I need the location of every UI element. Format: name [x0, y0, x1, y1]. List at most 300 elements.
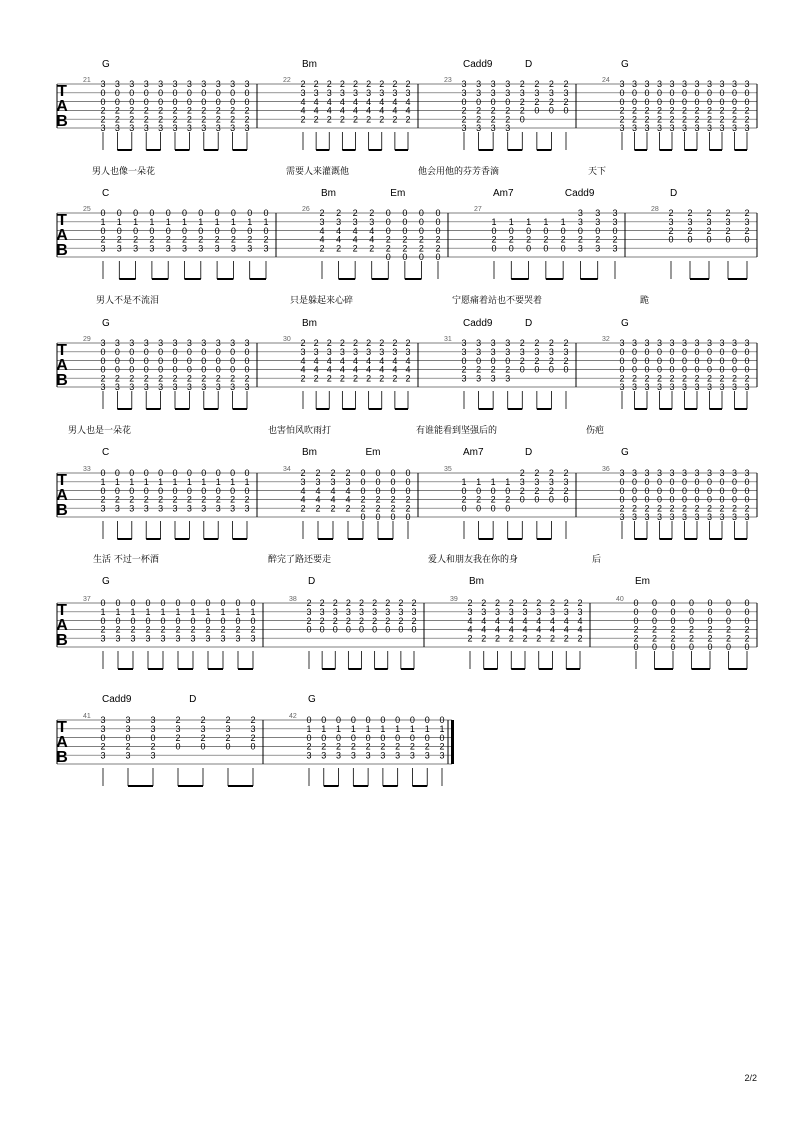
fret-number: 3 [731, 512, 738, 523]
fret-number: 4 [467, 615, 473, 626]
fret-number: 0 [619, 364, 625, 375]
fret-number: 0 [405, 477, 411, 487]
fret-number: 1 [100, 607, 106, 617]
fret-number: 2 [300, 114, 306, 125]
fret-number: 3 [612, 208, 618, 219]
fret-number: 2 [563, 485, 569, 496]
fret-number: 0 [631, 347, 638, 357]
fret-number: 0 [694, 494, 700, 505]
fret-number: 0 [186, 468, 192, 479]
fret-number: 2 [315, 503, 321, 514]
fret-number: 0 [744, 477, 750, 487]
fret-number: 0 [181, 208, 188, 219]
fret-number: 0 [644, 494, 650, 505]
fret-number: 4 [366, 364, 372, 375]
fret-number: 3 [595, 243, 601, 254]
fret-number: 0 [385, 225, 391, 236]
fret-number: 0 [230, 355, 236, 366]
fret-number: 3 [395, 750, 401, 761]
fret-number: 2 [706, 105, 713, 116]
fret-number: 2 [215, 494, 221, 505]
fret-number: 0 [215, 468, 221, 479]
fret-number: 0 [244, 96, 250, 107]
fret-number: 4 [300, 494, 306, 505]
chord-name: C [102, 447, 110, 458]
fret-number: 2 [534, 355, 540, 366]
fret-number: 2 [244, 494, 250, 505]
fret-number: 2 [225, 732, 231, 743]
fret-number: 2 [214, 234, 220, 245]
fret-number: 0 [461, 355, 467, 366]
fret-number: 3 [235, 633, 241, 644]
fret-number: 2 [352, 79, 359, 90]
fret-number: 3 [158, 79, 164, 90]
fret-number: 0 [476, 485, 482, 496]
chord-name: G [102, 59, 110, 70]
fret-number: 2 [519, 485, 525, 496]
fret-number: 0 [115, 598, 121, 609]
fret-number: 4 [379, 96, 385, 107]
fret-number: 2 [669, 114, 675, 125]
fret-number: 3 [201, 382, 207, 393]
fret-number: 2 [536, 598, 542, 609]
fret-number: 2 [526, 234, 532, 245]
fret-number: 0 [129, 347, 135, 357]
lyric-line: 伤疤 [586, 426, 605, 436]
fret-number: 0 [130, 598, 136, 609]
fret-number: 2 [129, 494, 135, 505]
fret-number: 3 [129, 382, 135, 393]
fret-number: 2 [490, 364, 496, 375]
fret-number: 0 [145, 598, 151, 609]
fret-number: 2 [411, 598, 417, 609]
fret-number: 2 [306, 598, 312, 609]
fret-number: 0 [225, 741, 231, 752]
fret-number: 4 [345, 494, 351, 505]
fret-number: 0 [100, 96, 106, 107]
fret-number: 2 [490, 114, 496, 125]
fret-number: 3 [731, 382, 738, 393]
fret-number: 1 [143, 477, 149, 487]
fret-number: 3 [158, 123, 164, 134]
measure-number: 28 [651, 206, 659, 213]
fret-number: 3 [263, 243, 269, 254]
chord-name: G [102, 318, 110, 329]
fret-number: 3 [300, 88, 306, 98]
lyric-line: 跪 [640, 296, 650, 306]
fret-number: 2 [725, 225, 731, 236]
lyric-line: 天下 [588, 167, 607, 177]
fret-number: 0 [100, 615, 106, 626]
fret-number: 3 [326, 88, 332, 98]
measure-number: 40 [616, 596, 624, 603]
fret-number: 2 [548, 355, 554, 366]
fret-number: 2 [505, 105, 511, 116]
fret-number: 2 [744, 114, 750, 125]
fret-number: 2 [379, 114, 385, 125]
fret-number: 0 [380, 715, 386, 726]
fret-number: 2 [250, 624, 256, 635]
measure-number: 23 [444, 77, 452, 84]
fret-number: 4 [339, 96, 345, 107]
fret-number: 0 [526, 243, 532, 254]
fret-number: 3 [230, 382, 236, 393]
fret-number: 0 [186, 364, 192, 375]
fret-number: 0 [201, 468, 207, 479]
fret-number: 3 [100, 79, 106, 90]
tab-clef-letter: B [56, 632, 68, 649]
fret-number: 0 [360, 485, 366, 496]
fret-number: 0 [719, 355, 725, 366]
fret-number: 0 [731, 477, 738, 487]
fret-number: 0 [534, 494, 540, 505]
fret-number: 3 [175, 724, 181, 734]
fret-number: 2 [143, 494, 149, 505]
fret-number: 0 [706, 355, 713, 366]
fret-number: 0 [145, 615, 151, 626]
fret-number: 3 [461, 79, 467, 90]
fret-number: 0 [244, 347, 250, 357]
fret-number: 3 [744, 382, 750, 393]
fret-number: 3 [669, 468, 675, 479]
fret-number: 2 [172, 105, 178, 116]
fret-number: 1 [336, 724, 342, 734]
fret-number: 2 [379, 373, 385, 384]
fret-number: 3 [668, 217, 674, 227]
fret-number: 0 [143, 468, 149, 479]
fret-number: 2 [669, 105, 675, 116]
fret-number: 1 [409, 724, 415, 734]
fret-number: 3 [201, 123, 207, 134]
fret-number: 3 [681, 382, 688, 393]
fret-number: 2 [143, 105, 149, 116]
fret-number: 2 [744, 105, 750, 116]
chord-name: D [524, 318, 533, 329]
fret-number: 3 [143, 123, 149, 134]
fret-number: 2 [345, 615, 351, 626]
fret-number: 2 [744, 633, 750, 644]
fret-number: 1 [461, 477, 467, 487]
fret-number: 0 [706, 96, 713, 107]
fret-number: 4 [536, 615, 542, 626]
fret-number: 3 [150, 715, 156, 726]
fret-number: 3 [116, 243, 122, 254]
fret-number: 0 [230, 88, 236, 98]
fret-number: 2 [150, 741, 156, 752]
fret-number: 2 [198, 234, 204, 245]
fret-number: 3 [548, 477, 554, 487]
fret-number: 0 [395, 715, 401, 726]
chord-name: D [308, 576, 316, 587]
fret-number: 3 [424, 750, 430, 761]
fret-number: 1 [250, 607, 256, 617]
fret-number: 0 [130, 615, 136, 626]
fret-number: 0 [186, 485, 192, 496]
fret-number: 0 [644, 485, 650, 496]
tab-clef-letter: T [57, 602, 67, 619]
fret-number: 0 [129, 468, 135, 479]
fret-number: 0 [651, 607, 658, 617]
fret-number: 2 [706, 208, 712, 219]
fret-number: 3 [215, 338, 221, 349]
fret-number: 0 [526, 225, 532, 236]
fret-number: 0 [143, 364, 149, 375]
fret-number: 4 [392, 96, 398, 107]
fret-number: 0 [707, 642, 713, 653]
fret-number: 2 [534, 338, 540, 349]
fret-number: 4 [536, 624, 542, 635]
fret-number: 0 [744, 364, 750, 375]
fret-number: 2 [744, 373, 750, 384]
fret-number: 2 [158, 494, 164, 505]
fret-number: 2 [681, 105, 688, 116]
fret-number: 3 [706, 217, 712, 227]
fret-number: 2 [476, 105, 482, 116]
measure-number: 36 [602, 466, 610, 473]
fret-number: 3 [100, 633, 106, 644]
fret-number: 0 [405, 512, 411, 523]
fret-number: 0 [158, 355, 164, 366]
measure-number: 30 [283, 336, 291, 343]
fret-number: 3 [352, 347, 359, 357]
fret-number: 0 [198, 225, 204, 236]
fret-number: 2 [352, 338, 359, 349]
fret-number: 3 [352, 217, 358, 227]
fret-number: 3 [656, 512, 663, 523]
fret-number: 3 [158, 503, 164, 514]
fret-number: 0 [114, 347, 120, 357]
fret-number: 2 [230, 105, 236, 116]
fret-number: 0 [669, 96, 675, 107]
fret-number: 2 [115, 624, 121, 635]
fret-number: 2 [411, 615, 417, 626]
fret-number: 2 [688, 633, 695, 644]
fret-number: 3 [505, 373, 511, 384]
measure-number: 22 [283, 77, 291, 84]
fret-number: 0 [250, 741, 256, 752]
fret-number: 2 [114, 114, 120, 125]
fret-number: 2 [175, 732, 181, 743]
fret-number: 3 [380, 750, 386, 761]
fret-number: 2 [476, 114, 482, 125]
fret-number: 0 [505, 485, 511, 496]
fret-number: 2 [670, 624, 676, 635]
fret-number: 2 [435, 243, 441, 254]
fret-number: 0 [418, 225, 424, 236]
fret-number: 3 [198, 243, 204, 254]
fret-number: 2 [352, 243, 358, 254]
fret-number: 3 [694, 338, 700, 349]
fret-number: 2 [158, 105, 164, 116]
fret-number: 1 [201, 477, 207, 487]
fret-number: 2 [313, 114, 319, 125]
fret-number: 0 [560, 225, 566, 236]
fret-number: 0 [563, 494, 569, 505]
fret-number: 3 [244, 79, 250, 90]
fret-number: 0 [390, 477, 396, 487]
fret-number: 2 [375, 494, 381, 505]
fret-number: 0 [114, 96, 120, 107]
fret-number: 0 [688, 615, 695, 626]
chord-name: G [621, 59, 629, 70]
fret-number: 3 [595, 208, 601, 219]
fret-number: 3 [313, 88, 319, 98]
fret-number: 0 [250, 615, 256, 626]
fret-number: 2 [244, 105, 250, 116]
fret-number: 1 [172, 477, 178, 487]
fret-number: 3 [656, 338, 663, 349]
fret-number: 3 [411, 607, 417, 617]
fret-number: 0 [200, 741, 206, 752]
fret-number: 0 [405, 468, 411, 479]
fret-number: 0 [706, 494, 713, 505]
fret-number: 1 [133, 217, 139, 227]
lyric-line: 他会用他的芬芳香滴 [418, 167, 500, 177]
chord-name: Cadd9 [102, 694, 132, 705]
fret-number: 3 [190, 633, 196, 644]
fret-number: 0 [744, 88, 750, 98]
fret-number: 3 [476, 123, 482, 134]
fret-number: 0 [133, 208, 139, 219]
fret-number: 3 [225, 724, 231, 734]
fret-number: 3 [129, 338, 135, 349]
fret-number: 0 [201, 88, 207, 98]
fret-number: 0 [365, 715, 371, 726]
fret-number: 0 [100, 208, 106, 219]
fret-number: 0 [190, 615, 196, 626]
fret-number: 3 [669, 382, 675, 393]
fret-number: 2 [300, 503, 306, 514]
fret-number: 0 [365, 732, 371, 743]
fret-number: 0 [360, 512, 366, 523]
fret-number: 3 [631, 512, 638, 523]
fret-number: 2 [534, 79, 540, 90]
fret-number: 1 [130, 607, 136, 617]
fret-number: 4 [379, 364, 385, 375]
fret-number: 2 [201, 494, 207, 505]
fret-number: 2 [405, 79, 411, 90]
fret-number: 0 [688, 598, 695, 609]
fret-number: 2 [508, 598, 514, 609]
fret-number: 2 [435, 234, 441, 245]
fret-number: 3 [247, 243, 253, 254]
fret-number: 0 [731, 96, 738, 107]
fret-number: 3 [731, 79, 738, 90]
fret-number: 1 [205, 607, 211, 617]
fret-number: 2 [494, 598, 501, 609]
fret-number: 0 [656, 477, 663, 487]
fret-number: 2 [306, 741, 312, 752]
fret-number: 0 [205, 615, 211, 626]
fret-number: 0 [694, 477, 700, 487]
fret-number: 0 [100, 364, 106, 375]
fret-number: 3 [731, 468, 738, 479]
fret-number: 2 [220, 624, 226, 635]
fret-number: 2 [476, 364, 482, 375]
fret-number: 3 [392, 88, 398, 98]
fret-number: 0 [158, 364, 164, 375]
fret-number: 3 [336, 217, 342, 227]
fret-number: 3 [519, 347, 525, 357]
fret-number: 3 [143, 503, 149, 514]
fret-number: 2 [158, 114, 164, 125]
fret-number: 3 [461, 338, 467, 349]
fret-number: 0 [744, 598, 750, 609]
fret-number: 2 [633, 624, 639, 635]
measure-number: 35 [444, 466, 452, 473]
fret-number: 2 [563, 338, 569, 349]
fret-number: 0 [158, 485, 164, 496]
fret-number: 3 [719, 338, 725, 349]
fret-number: 0 [534, 364, 540, 375]
fret-number: 2 [300, 373, 306, 384]
fret-number: 0 [201, 96, 207, 107]
fret-number: 0 [129, 485, 135, 496]
fret-number: 2 [619, 373, 625, 384]
fret-number: 0 [350, 715, 356, 726]
fret-number: 0 [247, 208, 253, 219]
fret-number: 2 [706, 373, 713, 384]
fret-number: 0 [215, 364, 221, 375]
fret-number: 0 [694, 347, 700, 357]
fret-number: 0 [158, 468, 164, 479]
fret-number: 0 [214, 225, 220, 236]
fret-number: 0 [306, 624, 312, 635]
fret-number: 0 [681, 494, 688, 505]
fret-number: 3 [681, 338, 688, 349]
fret-number: 0 [631, 364, 638, 375]
fret-number: 0 [244, 364, 250, 375]
fret-number: 1 [543, 217, 549, 227]
fret-number: 0 [215, 347, 221, 357]
fret-number: 2 [595, 234, 601, 245]
fret-number: 1 [186, 477, 192, 487]
tab-clef-letter: B [56, 749, 68, 766]
chord-name: G [102, 576, 110, 587]
fret-number: 2 [392, 79, 398, 90]
fret-number: 3 [563, 347, 569, 357]
fret-number: 0 [731, 485, 738, 496]
fret-number: 0 [150, 732, 156, 743]
fret-number: 0 [100, 468, 106, 479]
fret-number: 0 [633, 642, 639, 653]
fret-number: 3 [160, 633, 166, 644]
fret-number: 2 [519, 79, 525, 90]
chord-name: Bm [469, 576, 484, 587]
fret-number: 3 [644, 79, 650, 90]
measure-number: 31 [444, 336, 452, 343]
fret-number: 2 [548, 338, 554, 349]
fret-number: 2 [405, 338, 411, 349]
fret-number: 3 [476, 347, 482, 357]
fret-number: 3 [719, 382, 725, 393]
fret-number: 3 [505, 338, 511, 349]
fret-number: 2 [418, 234, 424, 245]
fret-number: 3 [490, 88, 496, 98]
fret-number: 1 [165, 217, 171, 227]
fret-number: 0 [681, 485, 688, 496]
measure-number: 27 [474, 206, 482, 213]
lyric-line: 醉完了路还要走 [268, 555, 332, 565]
fret-number: 3 [172, 123, 178, 134]
fret-number: 0 [143, 96, 149, 107]
fret-number: 0 [411, 624, 417, 635]
fret-number: 2 [461, 114, 467, 125]
fret-number: 2 [398, 615, 404, 626]
fret-number: 1 [115, 607, 121, 617]
fret-number: 2 [172, 494, 178, 505]
fret-number: 3 [612, 217, 618, 227]
